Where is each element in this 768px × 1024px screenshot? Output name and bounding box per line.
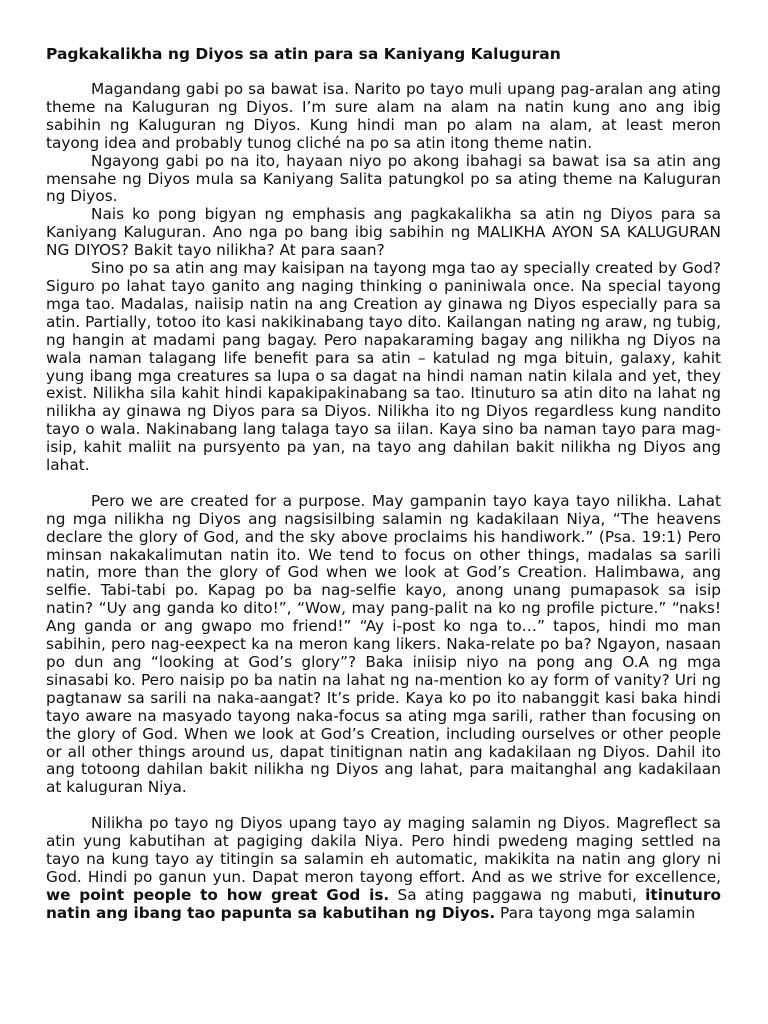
paragraph-3 — [46, 206, 721, 260]
paragraph-2 — [46, 153, 721, 207]
document-title: Pagkakalikha ng Diyos sa atin para sa Kaniyang Kaluguran — [46, 45, 561, 63]
paragraph-5 — [46, 493, 721, 797]
paragraph-1 — [46, 81, 721, 153]
paragraph-6-bold-text-1: we point people to how great God is. — [46, 885, 390, 904]
paragraph-4-text: Sino po sa atin ang may kaisipan na tayong mga tao ay specially created by God? Siguro po lahat tayo ganito ang naging thinking o paniniwala once. Na special tayong mga tao. Madalas, naiisip natin na ang Creation ay ginawa ng Diyos especially para sa atin. Partially, totoo ito kasi nakikinabang tayo dito. Kailangan nating ng araw, ng tubig, ng hangin at madami pang bagay. Pero napakaraming bagay ang nilikha ng Diyos na wala naman talagang life benefit para sa atin – katulad ng mga bituin, galaxy, kahit yung ibang mga creatures sa lupa o sa dagat na hindi naman natin kilala and yet, they exist. Nilikha sila kahit hindi kapakipakinabang sa tao. Itinuturo sa atin dito na lahat ng nilikha ay ginawa ng Diyos para sa Diyos. Nilikha ito ng Diyos regardless kung nandito tayo o wala. Nakinabang lang talaga tayo sa iilan. Kaya sino ba naman tayo para mag-isip, kahit maliit na pursyento pa yan, na tayo ang dahilan bakit nilikha ng Diyos ang lahat. — [46, 259, 721, 475]
paragraph-4 — [46, 260, 721, 475]
paragraph-6 — [46, 815, 721, 922]
paragraph-5-text: Pero we are created for a purpose. May gampanin tayo kaya tayo nilikha. Lahat ng mga nilikha ng Diyos ang nagsisilbing salamin ng kadakilaan Niya, “The heavens declare the glory of God, and the sky above proclaims his handiwork.” (Psa. 19:1) Pero minsan nakakalimutan natin ito. We tend to focus on other things, madalas sa sarili natin, more than the glory of God when we look at God’s Creation. Halimbawa, ang selfie. Tabi-tabi po. Kapag po ba nag-selfie kayo, anong unang pumapasok sa isip natin? “Uy ang ganda ko dito!”, “Wow, may pang-palit na ko ng profile picture.” “naks! Ang ganda or ang gwapo mo friend!” “Ay i-post ko nga to…” tapos, hindi mo man sabihin, pero nag-eexpect ka na meron kang likers. Naka-relate po ba? Ngayon, nasaan po dun ang “looking at God’s glory”? Baka iniisip niyo na pong ang O.A ng mga sinasabi ko. Pero naisip po ba natin na lahat ng na-mention ko ay form of vanity? Uri ng pagtanaw sa sarili na naka-aangat? It’s pride. Kaya ko po ito nabanggit kasi baka hindi tayo aware na masyado tayong naka-focus sa ating mga sarili, rather than focusing on the glory of God. When we look at God’s Creation, including ourselves or other people or all other things around us, dapat tinitignan natin ang kadakilaan ng Diyos. Dahil ito ang totoong dahilan bakit nilikha ng Diyos ang lahat, para maitanghal ang kadakilaan at kaluguran Niya. — [46, 491, 721, 797]
paragraph-6-bold-text-2: itinuturo natin ang ibang tao papunta sa kabutihan ng Diyos. — [46, 885, 721, 922]
document-body — [46, 81, 721, 923]
paragraph-6-text: Nilikha po tayo ng Diyos upang tayo ay maging salamin ng Diyos. Magreflect sa atin yung kabutihan at pagiging dakila Niya. Pero hindi pwedeng maging settled na tayo na kung tayo ay titingin sa salamin eh automatic, makikita na natin ang glory ni God. Hindi po ganun yun. Dapat meron tayong effort. And as we strive for excellence, — [46, 814, 721, 886]
paragraph-3-text: Nais ko pong bigyan ng emphasis ang pagkakalikha sa atin ng Diyos para sa Kaniyang Kaluguran. Ano nga po bang ibig sabihin ng MALIKHA AYON SA KALUGURAN NG DIYOS? Bakit tayo nilikha? At para saan? — [46, 205, 721, 260]
paragraph-6-text-2: Sa ating paggawa ng mabuti, — [389, 885, 646, 904]
paragraph-1-text: Magandang gabi po sa bawat isa. Narito po tayo muli upang pag-aralan ang ating theme na Kaluguran ng Diyos. I’m sure alam na alam na natin kung ano ang ibig sabihin ng Kaluguran ng Diyos. Kung hindi man po alam na alam, at least meron tayong idea and probably tunog cliché na po sa atin itong theme natin. — [46, 80, 721, 152]
paragraph-6-text-3: Para tayong mga salamin — [495, 903, 696, 922]
paragraph-2-text: Ngayong gabi po na ito, hayaan niyo po akong ibahagi sa bawat isa sa atin ang mensahe ng Diyos mula sa Kaniyang Salita patungkol po sa ating theme na Kaluguran ng Diyos. — [46, 151, 721, 206]
